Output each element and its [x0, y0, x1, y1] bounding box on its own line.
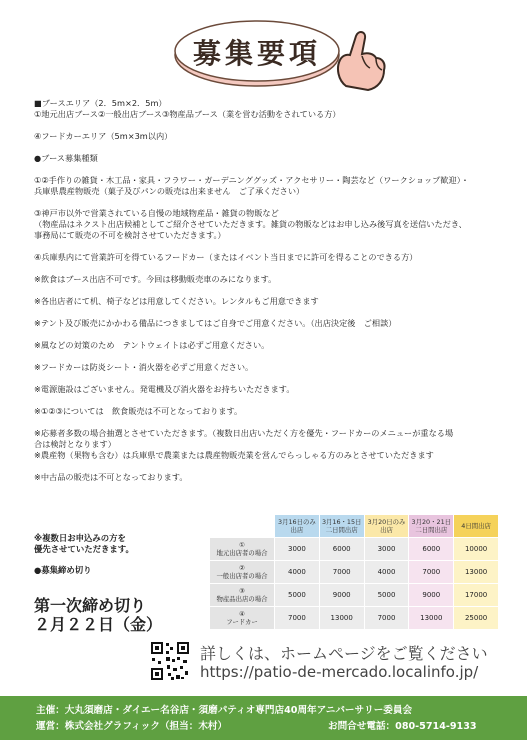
fee-value: 6000 [319, 538, 364, 561]
detail-line: ④兵庫県内にて営業許可を得ているフードカー（またはイベント当日までに許可を得ることのできる方） [34, 252, 418, 262]
homepage-link[interactable]: https://patio-de-mercado.localinfo.jp/ [200, 663, 479, 681]
detail-line: 兵庫県農産物販売（菓子及びパンの販売は出来ません ご了承ください） [34, 186, 305, 196]
recruitment-details [34, 98, 504, 483]
fee-value: 6000 [409, 538, 454, 561]
paragraph-gap [34, 395, 504, 406]
detail-line: ●ブース募集種類 [34, 153, 98, 163]
footer-bar [0, 696, 527, 740]
page-title: 募集要項 [192, 37, 321, 70]
qr-code-icon [150, 641, 190, 681]
fee-value: 7000 [364, 607, 409, 630]
fee-value: 5000 [275, 584, 320, 607]
detail-line: 事務局にて販売の不可を検討させていただきます。） [34, 230, 226, 240]
homepage-notice: 詳しくは、ホームページをご覧ください [200, 644, 488, 663]
detail-line: ※各出店者にて机、椅子などは用意してください。レンタルもご用意できます [34, 296, 319, 306]
detail-line: ※中古品の販売は不可となっております。 [34, 472, 188, 482]
detail-line: ■ブースエリア（2．5m×2．5m） [34, 98, 167, 108]
deadline-line-1: 第一次締め切り [34, 596, 147, 615]
detail-line: ①地元出店ブース②一般出店ブース③物産品ブース（業を営む活動をされている方） [34, 109, 341, 119]
multi-day-note-2: 優先させていただきます。 [34, 544, 134, 554]
title-banner [0, 0, 527, 92]
detail-line: 合は検討となります） [34, 439, 116, 449]
deadline-heading: ●募集締め切り [34, 565, 92, 575]
fee-table-header: 3月16・15日 二日間出店 [319, 515, 364, 538]
pointing-finger-icon [332, 28, 390, 92]
paragraph-gap [34, 417, 504, 428]
fee-table [209, 514, 499, 630]
fee-value: 7000 [409, 561, 454, 584]
fee-value: 13000 [409, 607, 454, 630]
detail-line: ※応募者多数の場合抽選とさせていただきます。（複数日出店いただく方を優先・フードカーのメニューが重なる場 [34, 428, 454, 438]
fee-table-header: 4日間出店 [454, 515, 499, 538]
fee-value: 17000 [454, 584, 499, 607]
paragraph-gap [34, 197, 504, 208]
deadline-date: ２月２２日（金） [34, 615, 163, 634]
detail-line: ※①②③については 飲食販売は不可となっております。 [34, 406, 243, 416]
detail-line: ④フードカーエリア（5m×3m以内） [34, 131, 173, 141]
operator-line: 運営：株式会社グラフィック（担当：木村） [36, 721, 228, 732]
paragraph-gap [34, 351, 504, 362]
detail-line: ※飲食はブース出店不可です。今回は移動販売車のみになります。 [34, 274, 277, 284]
fee-table-row [210, 561, 499, 584]
fee-row-label: ① 地元出店者の場合 [210, 538, 275, 561]
detail-line: （物産品はネクスト出店候補としてご紹介させていただきます。雑貨の物販などはお申し込み後写真を送信いただき、 [34, 219, 467, 229]
fee-table-row [210, 607, 499, 630]
detail-line: ※テント及び販売にかかわる備品につきましてはご自身でご用意ください。（出店決定後 ご相談） [34, 318, 397, 328]
fee-table-header-row [210, 515, 499, 538]
fee-value: 3000 [364, 538, 409, 561]
paragraph-gap [34, 461, 504, 472]
fee-row-label: ③ 物産品出店の場合 [210, 584, 275, 607]
detail-line: ※フードカーは防炎シート・消火器を必ずご用意ください。 [34, 362, 254, 372]
fee-value: 25000 [454, 607, 499, 630]
paragraph-gap [34, 120, 504, 131]
organizer-line: 主催：大丸須磨店・ダイエー名谷店・須磨パティオ専門店40周年アニバーサリー委員会 [36, 705, 413, 716]
detail-line: ※農産物（果物も含む）は兵庫県で農業または農産物販売業を営んでらっしゃる方のみとさせていただきます [34, 450, 434, 460]
fee-row-label: ② 一般出店者の場合 [210, 561, 275, 584]
fee-table-row [210, 584, 499, 607]
paragraph-gap [34, 164, 504, 175]
paragraph-gap [34, 263, 504, 274]
fee-value: 13000 [319, 607, 364, 630]
fee-table-header [210, 515, 275, 538]
fee-table-row [210, 538, 499, 561]
fee-table-header: 3月20日のみ出店 [364, 515, 409, 538]
fee-value: 4000 [364, 561, 409, 584]
detail-line: ①②手作りの雑貨・木工品・家具・フラワー・ガーデニンググッズ・アクセサリー・陶芸など（ワークショップ歓迎）・ [34, 175, 470, 185]
fee-value: 9000 [409, 584, 454, 607]
paragraph-gap [34, 329, 504, 340]
paragraph-gap [34, 373, 504, 384]
detail-line: ※風などの対策のため テントウェイトは必ずご用意ください。 [34, 340, 270, 350]
fee-value: 4000 [275, 561, 320, 584]
fee-table-header: 3月20・21日 二日間出店 [409, 515, 454, 538]
fee-value: 10000 [454, 538, 499, 561]
fee-row-label: ④ フードカー [210, 607, 275, 630]
fee-value: 13000 [454, 561, 499, 584]
detail-line: ※電源施設はございません。発電機及び消火器をお持ちいただきます。 [34, 384, 295, 394]
detail-line: ③神戸市以外で営業されている自慢の地域物産品・雑貨の物販など [34, 208, 279, 218]
multi-day-note: ※複数日お申込みの方を [34, 533, 126, 543]
fee-table-header: 3月16日のみ出店 [275, 515, 320, 538]
fee-value: 5000 [364, 584, 409, 607]
paragraph-gap [34, 241, 504, 252]
fee-value: 7000 [319, 561, 364, 584]
fee-value: 9000 [319, 584, 364, 607]
paragraph-gap [34, 142, 504, 153]
paragraph-gap [34, 285, 504, 296]
fee-value: 3000 [275, 538, 320, 561]
paragraph-gap [34, 307, 504, 318]
left-notes [34, 514, 209, 634]
contact-phone: お問合せ電話：080-5714-9133 [328, 721, 477, 732]
fee-value: 7000 [275, 607, 320, 630]
